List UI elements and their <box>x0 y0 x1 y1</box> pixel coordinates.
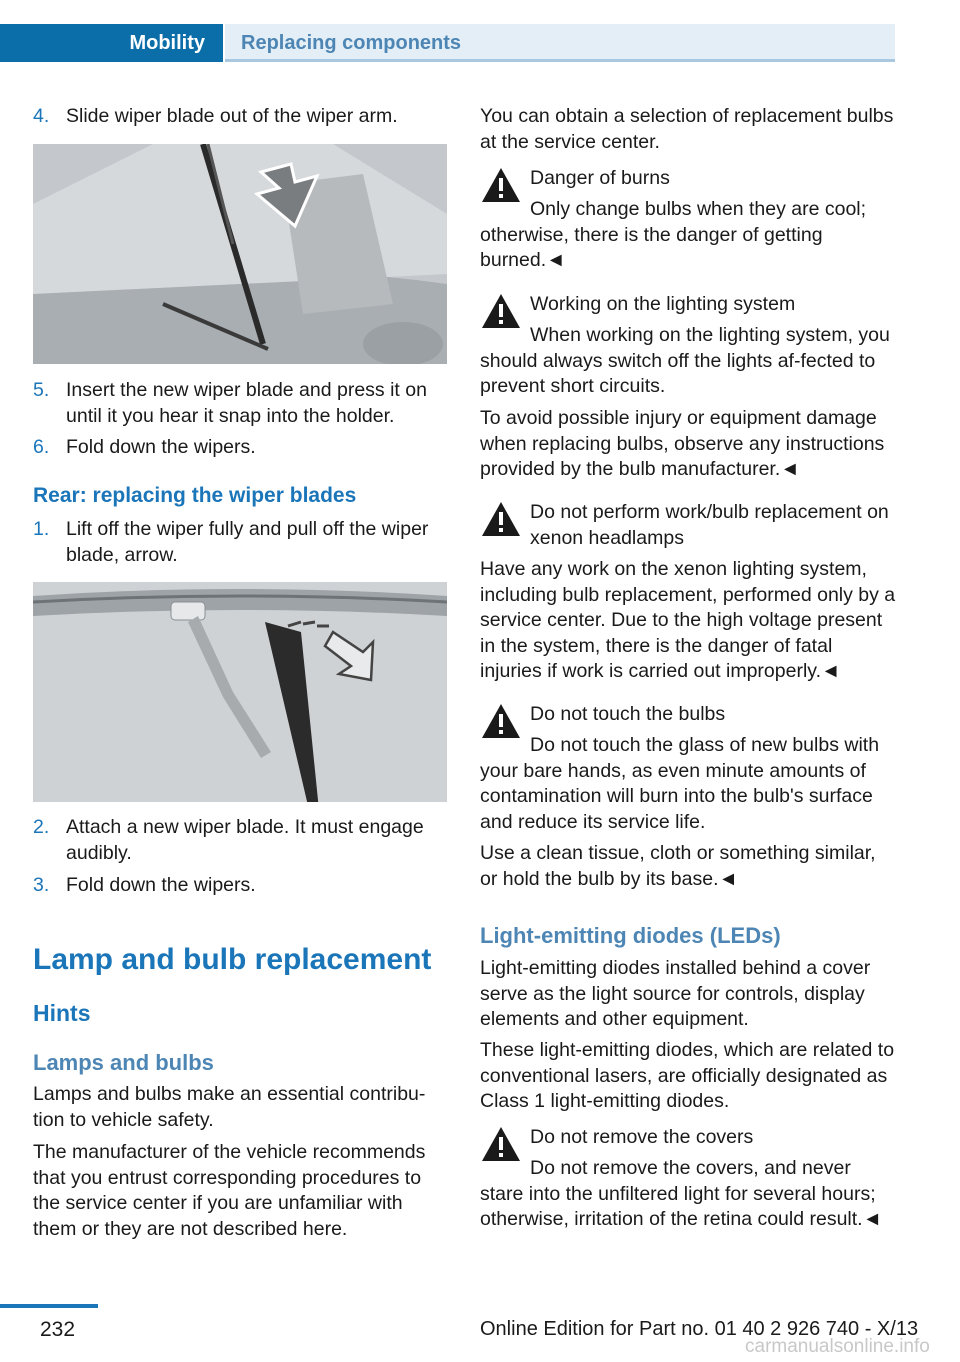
step-number: 6. <box>33 436 50 458</box>
led-paragraph-2: These light-emitting diodes, which are related to conventional lasers, are officially designated as Class 1 light-emitting diodes. <box>480 1039 895 1112</box>
rear-step-3 <box>33 873 443 899</box>
warning-title: Do not touch the bulbs <box>530 703 726 725</box>
step-number: 5. <box>33 379 50 401</box>
touch-bulbs-paragraph: Use a clean tissue, cloth or something similar, or hold the bulb by its base.◄ <box>480 842 876 890</box>
lamp-bulb-heading: Lamp and bulb replacement <box>33 943 432 976</box>
lamps-paragraph-2: The manufacturer of the vehicle recommends that you entrust corresponding procedures to the service center if you are unfamiliar with them or they are not described here. <box>33 1141 426 1240</box>
led-paragraph-1: Light-emitting diodes installed behind a cover serve as the light source for controls, display elements and other equipment. <box>480 957 871 1030</box>
page-number: 232 <box>40 1318 76 1341</box>
rear-wiper-heading: Rear: replacing the wiper blades <box>33 484 357 507</box>
step-5 <box>33 378 443 427</box>
lamps-paragraph-1: Lamps and bulbs make an essential contribu-tion to vehicle safety. <box>33 1083 426 1131</box>
led-heading: Light-emitting diodes (LEDs) <box>480 923 781 948</box>
lamps-bulbs-heading: Lamps and bulbs <box>33 1050 214 1075</box>
step-number: 2. <box>33 816 50 838</box>
step-4 <box>33 104 443 130</box>
step-6 <box>33 435 443 461</box>
rear-step-1 <box>33 517 443 566</box>
warning-body: Only change bulbs when they are cool; otherwise, there is the danger of getting burned.◄ <box>480 198 867 271</box>
step-text: Fold down the wipers. <box>66 874 256 896</box>
step-text: Slide wiper blade out of the wiper arm. <box>66 105 398 127</box>
edition-text: Online Edition for Part no. 01 40 2 926 740 - X/13 <box>480 1318 919 1340</box>
warning-title: Do not perform work/bulb replacement on xenon headlamps <box>530 501 889 549</box>
section-title: Replacing components <box>225 24 895 62</box>
step-text: Fold down the wipers. <box>66 436 256 458</box>
warning-body: Do not remove the covers, and never stare into the unfiltered light for several hours; otherwise, irritation of the retina could result.◄ <box>480 1157 882 1230</box>
chapter-tab: Mobility <box>0 24 223 62</box>
warning-triangle-icon <box>480 500 522 538</box>
hints-heading: Hints <box>33 1000 91 1026</box>
step-text: Insert the new wiper blade and press it on until it you hear it snap into the holder. <box>66 379 427 427</box>
header-divider <box>225 59 895 62</box>
rear-step-2 <box>33 815 443 864</box>
watermark: carmanualsonline.info <box>745 1336 930 1357</box>
step-number: 3. <box>33 874 50 896</box>
warning-lighting-paragraph: To avoid possible injury or equipment damage when replacing bulbs, observe any instructions provided by the bulb manufacturer.◄ <box>480 407 885 480</box>
warning-body: Do not touch the glass of new bulbs with your bare hands, as even minute amounts of contamination will burn into the bulb's surface and reduce its service life. <box>480 734 880 833</box>
footer-divider <box>0 1304 98 1308</box>
warning-body: When working on the lighting system, you should always switch off the lights af-fected to prevent short circuits. <box>480 324 890 397</box>
step-text: Attach a new wiper blade. It must engage audibly. <box>66 816 424 864</box>
intro-paragraph: You can obtain a selection of replacement bulbs at the service center. <box>480 105 894 153</box>
wiper-arm-photo <box>33 144 447 364</box>
warning-title: Do not remove the covers <box>530 1126 754 1148</box>
step-text: Lift off the wiper fully and pull off the wiper blade, arrow. <box>66 518 429 566</box>
step-number: 1. <box>33 518 50 540</box>
warning-title: Working on the lighting system <box>530 293 796 315</box>
warning-title: Danger of burns <box>530 167 670 189</box>
xenon-paragraph: Have any work on the xenon lighting system, including bulb replacement, performed only by a service center. Due to the high voltage present in the system, there is the danger of fatal injuries if work is carried out improperly.◄ <box>480 558 896 682</box>
step-number: 4. <box>33 105 50 127</box>
rear-wiper-photo <box>33 582 447 802</box>
